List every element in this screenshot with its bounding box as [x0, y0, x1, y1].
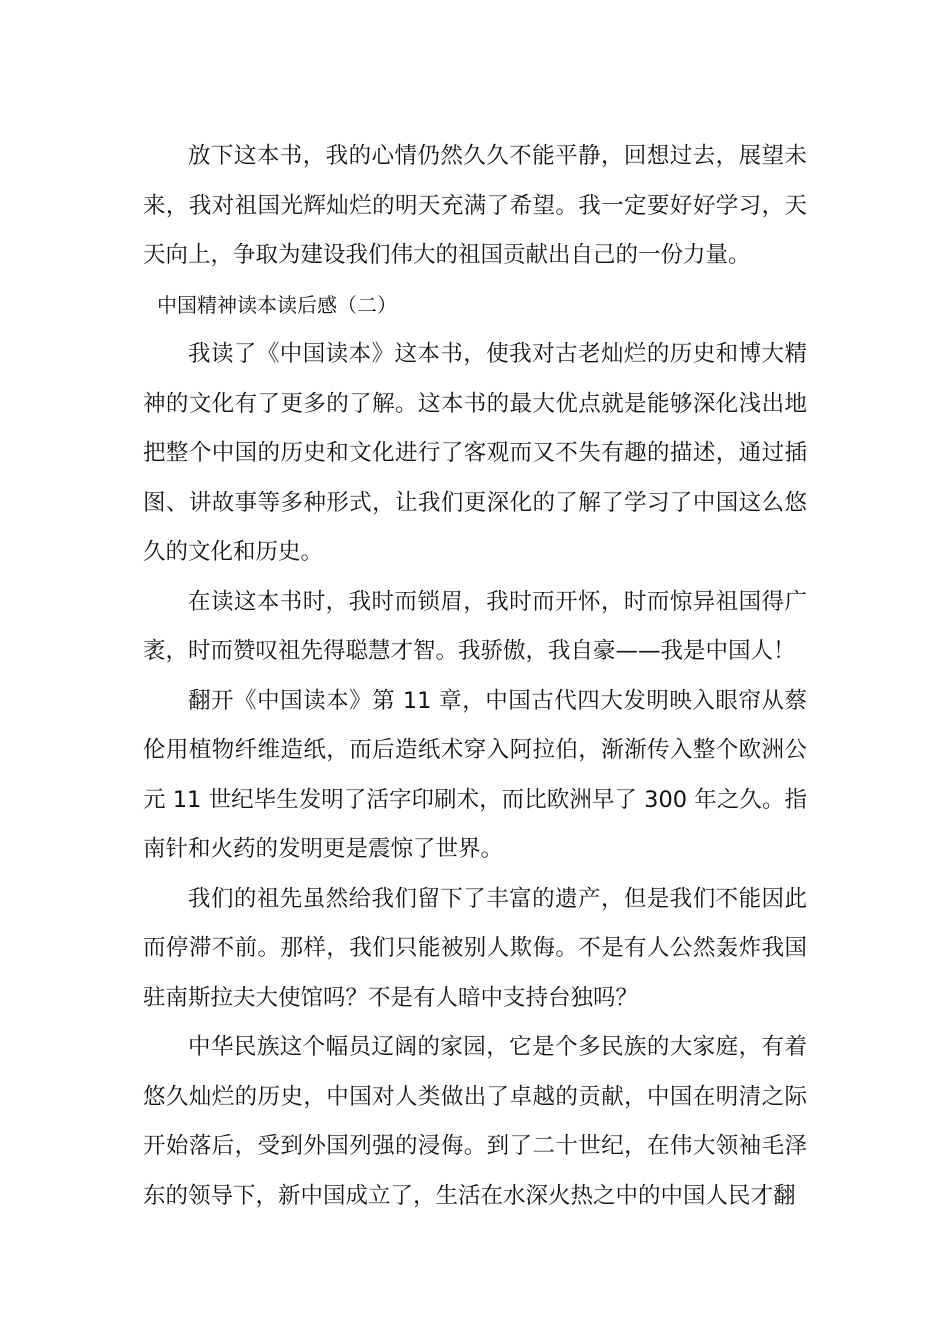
paragraph-closing: 放下这本书，我的心情仍然久久不能平静，回想过去，展望未来，我对祖国光辉灿烂的明天充满了希望。我一定要好好学习，天天向上，争取为建设我们伟大的祖国贡献出自己的一份力量。	[143, 143, 807, 268]
paragraph: 我读了《中国读本》这本书，使我对古老灿烂的历史和博大精神的文化有了更多的了解。这本书的最大优点就是能够深化浅出地把整个中国的历史和文化进行了客观而又不失有趣的描述，通过插图、讲故事等多种形式，让我们更深化的了解了学习了中国这么悠久的文化和历史。	[143, 341, 807, 565]
paragraph: 中华民族这个幅员辽阔的家园，它是个多民族的大家庭，有着悠久灿烂的历史，中国对人类做出了卓越的贡献，中国在明清之际开始落后，受到外国列强的浸侮。到了二十世纪，在伟大领袖毛泽东的领导下，新中国成立了，生活在水深火热之中的中国人民才翻	[143, 1034, 807, 1209]
paragraph: 我们的祖先虽然给我们留下了丰富的遗产，但是我们不能因此而停滞不前。那样，我们只能被别人欺侮。不是有人公然轰炸我国驻南斯拉夫大使馆吗？不是有人暗中支持台独吗？	[143, 885, 807, 1011]
paragraph: 在读这本书时，我时而锁眉，我时而开怀，时而惊异祖国得广袤，时而赞叹祖先得聪慧才智。我骄傲，我自豪——我是中国人！	[143, 588, 807, 664]
document-body	[143, 132, 807, 1221]
section-heading: 中国精神读本读后感（二）	[157, 292, 397, 317]
paragraph: 翻开《中国读本》第 11 章，中国古代四大发明映入眼帘从蔡伦用植物纤维造纸，而后造纸术穿入阿拉伯，渐渐传入整个欧洲公元 11 世纪毕生发明了活字印刷术，而比欧洲早了 300 年之久。指南针和火药的发明更是震惊了世界。	[143, 687, 807, 862]
